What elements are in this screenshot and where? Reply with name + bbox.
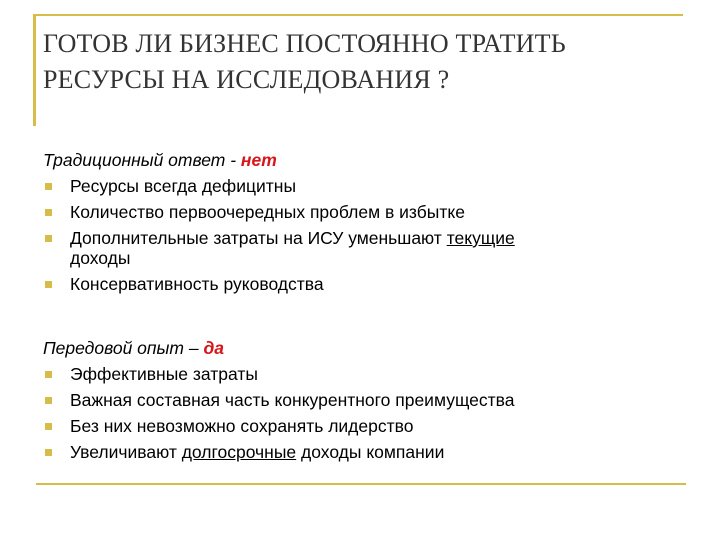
list-item-text: Консервативность руководства bbox=[70, 274, 324, 294]
square-bullet-icon bbox=[45, 235, 52, 242]
list-item-text: Ресурсы всегда дефицитны bbox=[70, 176, 297, 196]
square-bullet-icon bbox=[45, 209, 52, 216]
answer-no: нет bbox=[240, 150, 277, 170]
bottom-divider bbox=[36, 483, 686, 485]
list-item-text-part: Увеличивают bbox=[70, 442, 182, 462]
square-bullet-icon bbox=[45, 397, 52, 404]
list-item bbox=[43, 440, 693, 464]
top-divider bbox=[33, 14, 683, 16]
section-heading-advanced bbox=[43, 336, 693, 360]
list-item bbox=[43, 362, 693, 386]
title-line-2: РЕСУРСЫ НА ИССЛЕДОВАНИЯ ? bbox=[43, 65, 450, 94]
square-bullet-icon bbox=[45, 281, 52, 288]
advanced-list bbox=[43, 362, 693, 464]
section-heading-traditional bbox=[43, 148, 693, 172]
list-item-text-part: доходы компании bbox=[296, 442, 445, 462]
title-line-1: ГОТОВ ЛИ БИЗНЕС ПОСТОЯННО ТРАТИТЬ bbox=[43, 29, 566, 58]
list-item-text: Важная составная часть конкурентного преимущества bbox=[70, 390, 515, 410]
heading-text: Передовой опыт – bbox=[43, 338, 204, 358]
square-bullet-icon bbox=[45, 423, 52, 430]
list-item bbox=[43, 226, 693, 270]
section-advanced bbox=[43, 336, 693, 466]
answer-yes: да bbox=[203, 338, 225, 358]
list-item-text bbox=[70, 226, 693, 250]
section-traditional bbox=[43, 148, 693, 298]
list-item-text-part: Дополнительные затраты на ИСУ уменьшают bbox=[70, 228, 447, 248]
square-bullet-icon bbox=[45, 449, 52, 456]
traditional-list bbox=[43, 174, 693, 296]
slide-title bbox=[43, 26, 693, 98]
list-item bbox=[43, 200, 693, 224]
square-bullet-icon bbox=[45, 371, 52, 378]
list-item bbox=[43, 174, 693, 198]
list-item-text: Без них невозможно сохранять лидерство bbox=[70, 416, 414, 436]
list-item-text-continuation: доходы bbox=[70, 248, 131, 268]
list-item bbox=[43, 388, 693, 412]
list-item-text: Количество первоочередных проблем в избытке bbox=[70, 202, 465, 222]
accent-corner-bar bbox=[33, 14, 36, 126]
list-item-text: Эффективные затраты bbox=[70, 364, 258, 384]
heading-text: Традиционный ответ - bbox=[43, 150, 241, 170]
list-item-text bbox=[70, 440, 693, 464]
list-item bbox=[43, 414, 693, 438]
underlined-word: текущие bbox=[446, 228, 515, 248]
square-bullet-icon bbox=[45, 183, 52, 190]
list-item bbox=[43, 272, 693, 296]
underlined-word: долгосрочные bbox=[181, 442, 297, 462]
